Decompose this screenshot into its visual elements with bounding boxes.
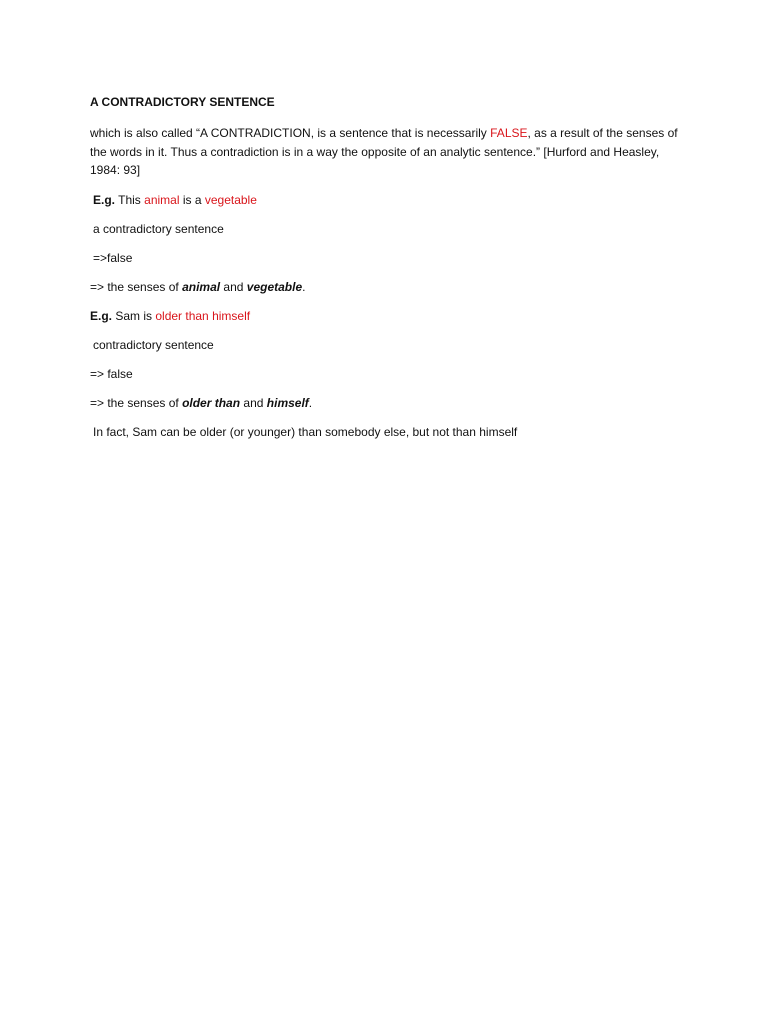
example1-text1: This — [115, 192, 145, 207]
conclusion-text: In fact, Sam can be older (or younger) than somebody else, but not than himself — [93, 424, 518, 439]
example1-reason-before: => the senses of — [90, 279, 183, 294]
example2-reason-before: => the senses of — [90, 395, 183, 410]
example2-reason-term1: older than — [182, 395, 241, 410]
example1-reason-and: and — [220, 279, 247, 294]
document-heading: A CONTRADICTORY SENTENCE — [90, 95, 275, 109]
example1-word1: animal — [144, 192, 180, 207]
example2-reason-term2: himself — [266, 395, 309, 410]
definition-paragraph — [90, 124, 680, 180]
example1-prefix: E.g. — [93, 192, 116, 207]
example2-text1: Sam is — [112, 308, 156, 323]
example2-sentence — [90, 307, 680, 325]
definition-text-after: , as a result of the senses of the words in it. Thus a contradiction is in a way the opposite of an analytic sentence.” [Hurford and Heasley, 1984: 93] — [90, 126, 678, 177]
example1-text2: is a — [179, 192, 205, 207]
definition-highlight: FALSE — [490, 126, 528, 140]
example1-reason-end: . — [302, 279, 306, 294]
example1-reason — [90, 278, 680, 296]
example2-reason-and: and — [240, 395, 267, 410]
example2-label: contradictory sentence — [93, 337, 214, 352]
example2-phrase: older than himself — [155, 308, 251, 323]
example2-result: => false — [90, 366, 133, 381]
example1-label: a contradictory sentence — [93, 221, 224, 236]
example1-sentence — [90, 191, 680, 209]
example1-reason-term1: animal — [182, 279, 221, 294]
example1-result: =>false — [93, 250, 133, 265]
definition-text-before: which is also called “A CONTRADICTION, is a sentence that is necessarily — [90, 126, 491, 140]
example2-reason — [90, 394, 680, 412]
example2-prefix: E.g. — [90, 308, 113, 323]
example1-word2: vegetable — [204, 192, 257, 207]
example2-reason-end: . — [308, 395, 313, 410]
example1-reason-term2: vegetable — [246, 279, 303, 294]
